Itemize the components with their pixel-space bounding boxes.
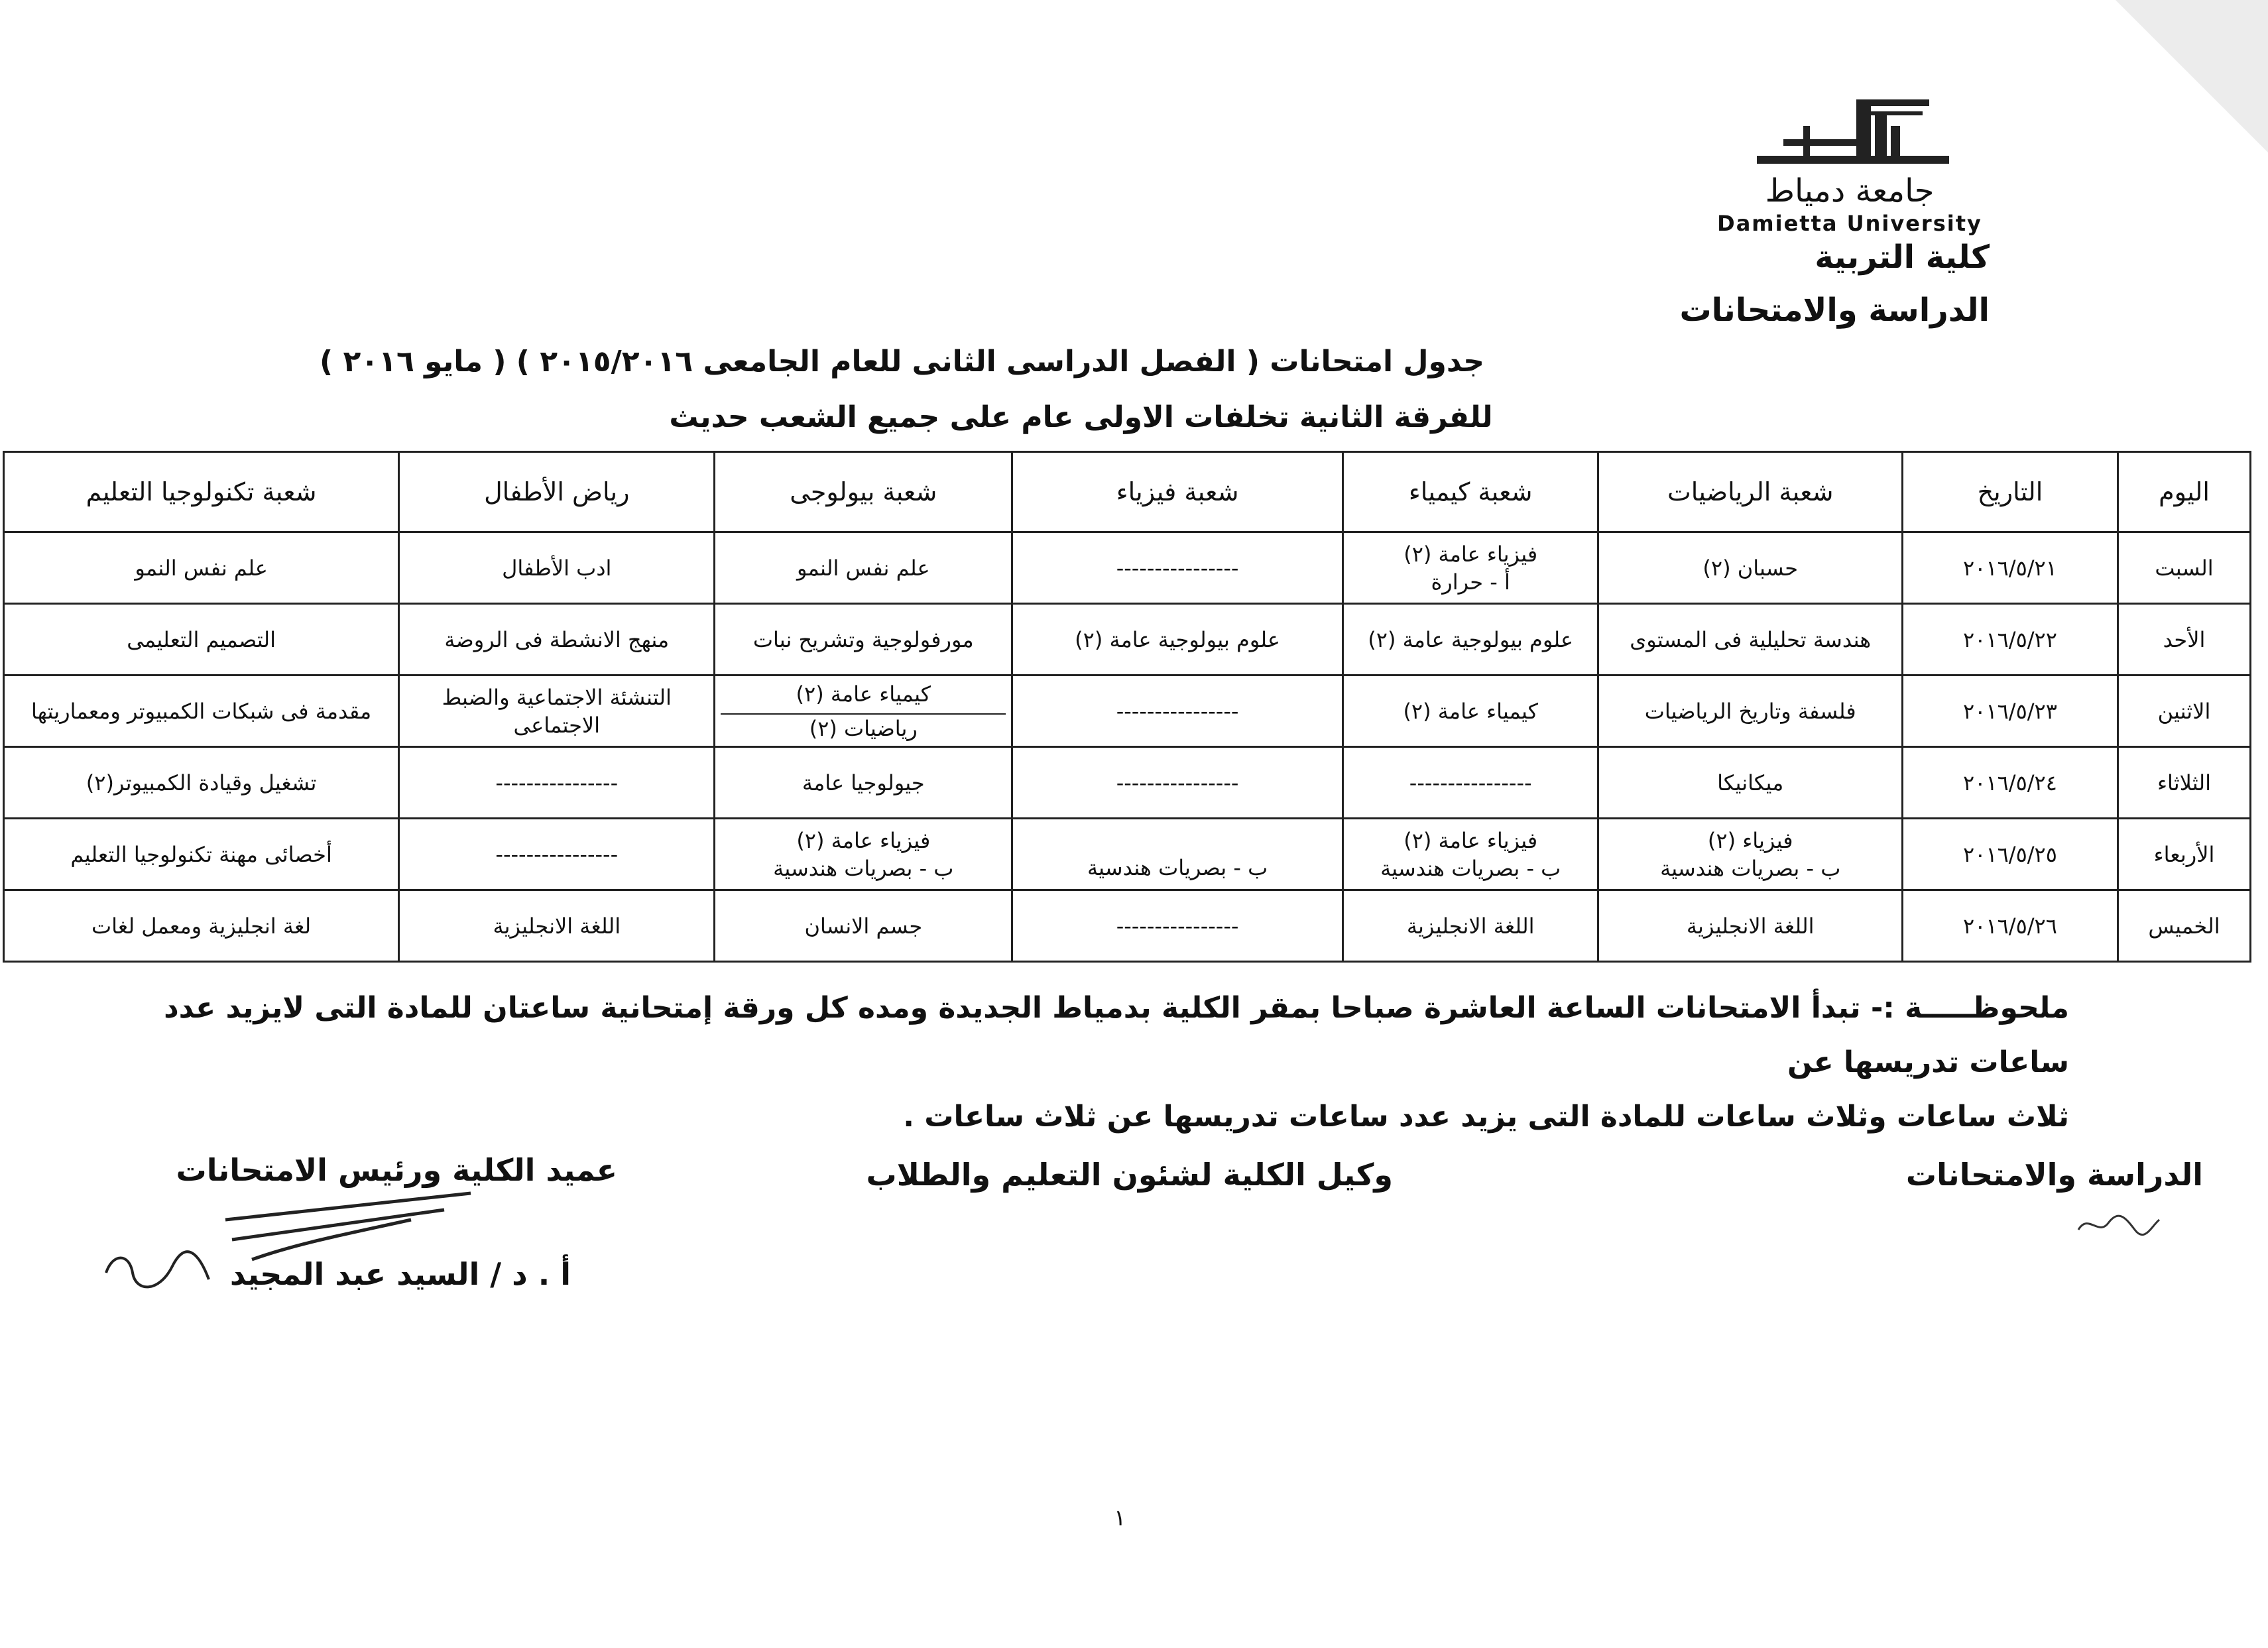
- cell-text: فيزياء (٢): [1707, 827, 1793, 853]
- header-ed-tech: شعبة تكنولوجيا التعليم: [4, 452, 399, 532]
- cell-ed-tech: [4, 747, 399, 819]
- note-line: ملحوظـــــة :- تبدأ الامتحانات الساعة العاشرة صباحا بمقر الكلية بدمياط الجديدة ومده كل ورقة إمتحانية ساعتان للمادة التى لايزيد عدد ساعات تدريسها عن: [164, 991, 2069, 1079]
- cell-math: [1598, 604, 1903, 676]
- table-row: [4, 604, 2251, 676]
- university-logo: [1684, 99, 2015, 236]
- cell-date: ٢٠١٦/٥/٢٦: [1902, 890, 2118, 962]
- handwritten-initials: [2072, 1200, 2165, 1246]
- cell-text: ----------------: [495, 770, 619, 795]
- cell-physics: [1012, 747, 1343, 819]
- exam-note: [113, 981, 2069, 1144]
- signature-dean-name: أ . د / السيد عبد المجيد: [229, 1256, 571, 1292]
- cell-day: الخميس: [2118, 890, 2250, 962]
- cell-text: التصميم التعليمى: [127, 626, 276, 652]
- schedule-title: جدول امتحانات ( الفصل الدراسى الثانى للعام الجامعى ٢٠١٥/٢٠١٦ ) ( مايو ٢٠١٦ ): [320, 345, 1484, 379]
- cell-text: كيمياء عامة (٢): [721, 680, 1006, 715]
- cell-text: اللغة الانجليزية: [1406, 913, 1535, 939]
- table-row: [4, 676, 2251, 747]
- cell-text: اللغة الانجليزية: [493, 913, 621, 939]
- cell-text: علم نفس النمو: [797, 555, 930, 581]
- cell-biology: [715, 604, 1012, 676]
- cell-date: ٢٠١٦/٥/٢٣: [1902, 676, 2118, 747]
- cell-text: ادب الأطفال: [502, 555, 612, 581]
- table-row: [4, 747, 2251, 819]
- table-header-row: [4, 452, 2251, 532]
- signature-exams-dept: الدراسة والامتحانات: [1905, 1157, 2203, 1193]
- table-row: [4, 890, 2251, 962]
- cell-text: ميكانيكا: [1717, 770, 1784, 795]
- cell-physics: [1012, 676, 1343, 747]
- cell-biology: [715, 676, 1012, 747]
- logo-arabic-text: جامعة دمياط: [1765, 172, 1935, 209]
- header-physics: شعبة فيزياء: [1012, 452, 1343, 532]
- cell-physics: [1012, 819, 1343, 890]
- cell-text: أخصائى مهنة تكنولوجيا التعليم: [70, 841, 332, 867]
- cell-date: ٢٠١٦/٥/٢٥: [1902, 819, 2118, 890]
- cell-date: ٢٠١٦/٥/٢١: [1902, 532, 2118, 604]
- cell-kindergarten: [399, 747, 715, 819]
- header-biology: شعبة بيولوجى: [715, 452, 1012, 532]
- page-number: ١: [1114, 1505, 1126, 1531]
- cell-text: ب - بصريات هندسية: [773, 855, 954, 881]
- cell-text: ----------------: [1116, 770, 1239, 795]
- cell-biology: [715, 747, 1012, 819]
- cell-text: جسم الانسان: [804, 913, 923, 939]
- cell-text: أ - حرارة: [1431, 569, 1510, 595]
- cell-chemistry: [1343, 819, 1598, 890]
- cell-kindergarten: [399, 890, 715, 962]
- cell-text: ----------------: [1116, 555, 1239, 581]
- cell-date: ٢٠١٦/٥/٢٢: [1902, 604, 2118, 676]
- cell-text: ----------------: [1116, 698, 1239, 724]
- cell-ed-tech: [4, 819, 399, 890]
- cell-math: [1598, 747, 1903, 819]
- folded-corner: [2116, 0, 2268, 152]
- cell-text: فيزياء عامة (٢): [796, 827, 931, 853]
- cell-kindergarten: [399, 532, 715, 604]
- cell-text: ب - بصريات هندسية: [1087, 854, 1268, 880]
- cell-text: منهج الانشطة فى الروضة: [444, 626, 670, 652]
- cell-physics: [1012, 532, 1343, 604]
- cell-day: السبت: [2118, 532, 2250, 604]
- cell-biology: [715, 890, 1012, 962]
- exam-table: [3, 451, 2251, 963]
- cell-chemistry: [1343, 890, 1598, 962]
- cell-math: [1598, 819, 1903, 890]
- cell-text: فيزياء عامة (٢): [1403, 827, 1538, 853]
- cell-kindergarten: [399, 604, 715, 676]
- cell-text: الاجتماعى: [513, 712, 601, 738]
- cell-day: الأربعاء: [2118, 819, 2250, 890]
- cell-text: علوم بيولوجية عامة (٢): [1368, 626, 1574, 652]
- header-kindergarten: رياض الأطفال: [399, 452, 715, 532]
- cell-ed-tech: [4, 532, 399, 604]
- logo-english-text: Damietta University: [1717, 211, 1982, 236]
- cell-text: مقدمة فى شبكات الكمبيوتر ومعماريتها: [31, 698, 372, 724]
- cell-text: هندسة تحليلية فى المستوى: [1630, 626, 1872, 652]
- cell-text: جيولوجيا عامة: [802, 770, 925, 795]
- university-logo-icon: [1757, 99, 1949, 172]
- cell-physics: [1012, 890, 1343, 962]
- cell-text: فلسفة وتاريخ الرياضيات: [1644, 698, 1856, 724]
- cell-day: الثلاثاء: [2118, 747, 2250, 819]
- cell-text: لغة انجليزية ومعمل لغات: [91, 913, 312, 939]
- cell-chemistry: [1343, 747, 1598, 819]
- header-chemistry: شعبة كيمياء: [1343, 452, 1598, 532]
- cell-biology: [715, 819, 1012, 890]
- cell-text: ب - بصريات هندسية: [1660, 855, 1841, 881]
- cell-text: فيزياء عامة (٢): [1403, 541, 1538, 567]
- faculty-name: كلية التربية: [1815, 239, 1990, 276]
- signature-dean-title: عميد الكلية ورئيس الامتحانات: [176, 1152, 617, 1188]
- cell-biology: [715, 532, 1012, 604]
- cell-math: [1598, 890, 1903, 962]
- cell-ed-tech: [4, 604, 399, 676]
- cell-text: ----------------: [1116, 913, 1239, 939]
- note-line: ثلاث ساعات وثلاث ساعات للمادة التى يزيد عدد ساعات تدريسها عن ثلاث ساعات .: [903, 1100, 2069, 1134]
- header-date: التاريخ: [1902, 452, 2118, 532]
- cell-text: مورفولوجية وتشريح نبات: [752, 626, 974, 652]
- cell-day: الاثنين: [2118, 676, 2250, 747]
- cell-chemistry: [1343, 604, 1598, 676]
- signature-vice-dean: وكيل الكلية لشئون التعليم والطلاب: [866, 1157, 1393, 1193]
- cell-text: حسبان (٢): [1702, 555, 1798, 581]
- cell-ed-tech: [4, 890, 399, 962]
- cell-ed-tech: [4, 676, 399, 747]
- cell-text: التنشئة الاجتماعية والضبط: [442, 684, 672, 710]
- cell-text: ب - بصريات هندسية: [1380, 855, 1561, 881]
- cell-math: [1598, 676, 1903, 747]
- cell-text: ----------------: [495, 841, 619, 867]
- cell-kindergarten: [399, 676, 715, 747]
- cell-text: ----------------: [1409, 770, 1532, 795]
- cell-text: علم نفس النمو: [135, 555, 268, 581]
- table-row: [4, 532, 2251, 604]
- cell-chemistry: [1343, 676, 1598, 747]
- header-day: اليوم: [2118, 452, 2250, 532]
- table-row: [4, 819, 2251, 890]
- cell-text: تشغيل وقيادة الكمبيوتر(٢): [86, 770, 317, 795]
- header-math: شعبة الرياضيات: [1598, 452, 1903, 532]
- cell-kindergarten: [399, 819, 715, 890]
- cell-text: كيمياء عامة (٢): [1403, 698, 1538, 724]
- department-name: الدراسة والامتحانات: [1679, 292, 1990, 329]
- cell-math: [1598, 532, 1903, 604]
- cell-text: رياضيات (٢): [809, 715, 918, 741]
- cell-text: علوم بيولوجية عامة (٢): [1075, 626, 1280, 652]
- cell-date: ٢٠١٦/٥/٢٤: [1902, 747, 2118, 819]
- cell-chemistry: [1343, 532, 1598, 604]
- cell-day: الأحد: [2118, 604, 2250, 676]
- schedule-subtitle: للفرقة الثانية تخلفات الاولى عام على جميع الشعب حديث: [669, 400, 1493, 434]
- handwritten-signature: [99, 1180, 497, 1313]
- cell-physics: [1012, 604, 1343, 676]
- cell-text: اللغة الانجليزية: [1686, 913, 1815, 939]
